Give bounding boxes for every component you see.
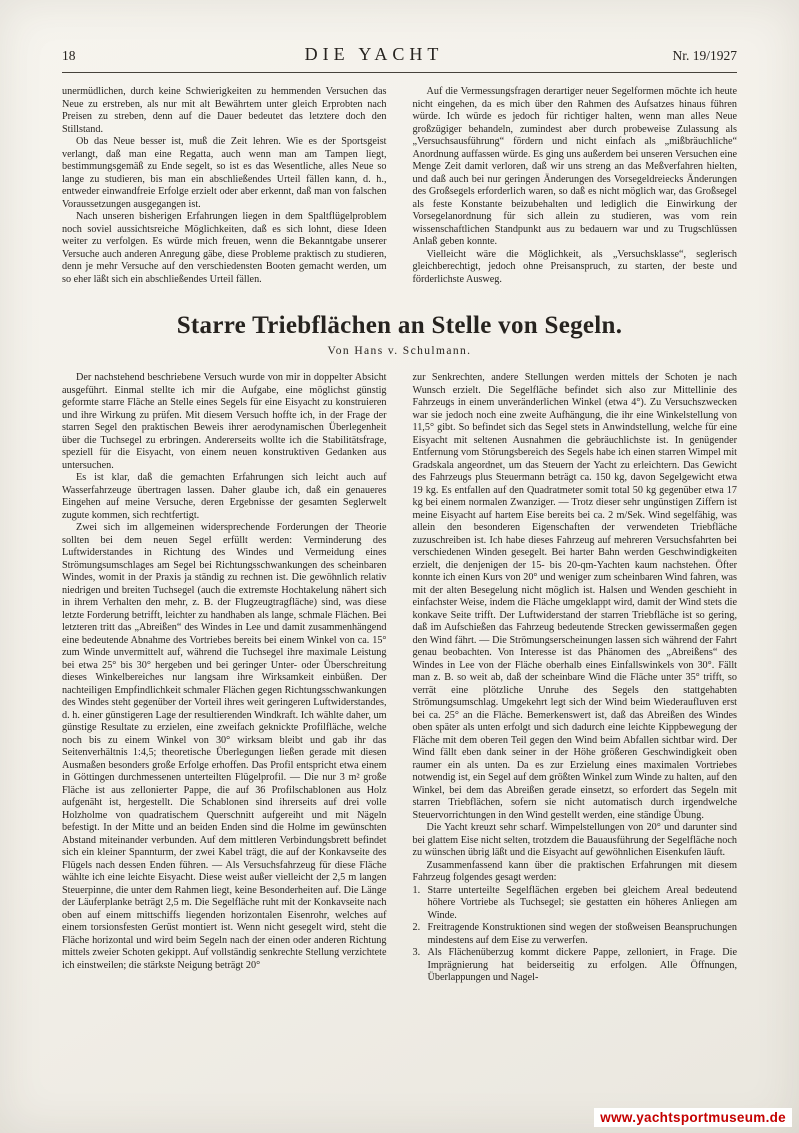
article-byline: Von Hans v. Schulmann. [327, 345, 472, 357]
article-left-column [62, 372, 387, 985]
list-item-text: Freitragende Konstruktionen sind wegen der stoßweisen Beanspruchungen mindestens auf dem Eise zu verwerfen. [427, 922, 737, 946]
list-item-text: Starre unterteilte Segelflächen ergeben bei gleichem Areal bedeutend höhere Vortriebe als Tuchsegel; sie gestatten ein höheres Anliegen am Winde. [427, 884, 737, 921]
intro-right-column [413, 86, 738, 286]
list-item-number: 1. [412, 884, 421, 896]
paragraph: Es ist klar, daß die gemachten Erfahrungen sich leicht auch auf Wasserfahrzeuge übertragen lassen. Daher glaube ich, daß ein genaueres Eingehen auf meine Versuche, deren Ergebnisse der gesamten Seglerwelt zugute kommen, sich rechtfertigt. [62, 472, 387, 521]
paragraph: Nach unseren bisherigen Erfahrungen liegen in dem Spaltflügelproblem noch soviel aussichtsreiche Möglichkeiten, daß es sich lohnt, diese Ideen weiter zu verfolgen. Es würde mich freuen, wenn die Bekanntgabe unserer Versuche auch anderen Anregung gäbe, diese Probleme praktisch zu studieren, denn je mehr Versuche auf den verschiedensten Booten gemacht werden, um so eher läßt sich ein abschließendes Urteil fällen. [62, 211, 387, 285]
paragraph: Vielleicht wäre die Möglichkeit, als „Versuchsklasse“, seglerisch gleichberechtigt, jedoch ohne Preisanspruch, zu starten, der beste und förderlichste Ausweg. [412, 248, 737, 285]
header-rule [62, 72, 737, 73]
list-item-number: 3. [412, 947, 421, 958]
paragraph: Zwei sich im allgemeinen widersprechende Forderungen der Theorie sollten bei dem neuen Segel erfüllt werden: Verminderung des Luftwiderstandes in Richtung des Windes und Vermeidung eines Strömungsumschlages am Segel bei Richtungsschwankungen des scheinbaren Windes, womit in der Praxis ja ständig zu rechnen ist. Die gewöhnlich relativ niedrigen und breiten Tuchsegel (auch die extremste Hochtakelung nähert sich in ihrem Verhalten den mehr, z. B. der Flugzeugtragfläche) sind, was diese letzte Forderung betrifft, leichter zu handhaben als lange, schmale Flächen. Bei letzteren tritt das „Abreißen“ des Windes in Lee und damit zusammenhängend eine bedeutende Abnahme des Vortriebes bereits bei einem Winkel von ca. 15° zum Winde unvermittelt auf, während die Tuchsegel ihre maximale Leistung bei etwa 25° bis 30° hergeben und bei geringer Unter- oder Überschreitung dieses Winkelbereiches nur langsam ihre Wirksamkeit einbüßen. Der nachteiligen Empfindlichkeit schmaler Flächen gegen Richtungsschwankungen des Windes steht gegenüber der Vorteil ihres weit geringeren Luftwiderstandes, d. h. einer günstigeren Lage der resultierenden Windkraft. Ich wählte daher, um günstige Resultate zu erzielen, eine zweifach geknickte Profilfläche, welche noch bis zu einem Winkel von 30° wirksam bleibt und gab ihr das Seitenverhältnis 1:4,5; theoretische Überlegungen ließen gerade mit diesen Ausmaßen besonders große Erfolge erhoffen. Das Profil entspricht etwa einem in Göttingen durchmessenen unterteilten Flügelprofil. — Die nur 3 m² große Fläche ist aus zellonierter Pappe, die auf 36 Profilschablonen aus Holz aufgenäht ist, hergestellt. Die Schablonen sind ihrerseits auf drei volle Holzholme von quadratischem Querschnitt aufgereiht und mit Nägeln befestigt. In der Mitte und an beiden Enden sind die Holme im gewünschten Abstand miteinander verbunden. Auf dem mittleren Verbindungsbrett befindet sich ein kleiner Spannturm, der zwei Kabel trägt, die auf der Konkavseite des Flügels nach dessen Enden führen. — Als Versuchsfahrzeug für diese Fläche wählte ich eine leichte Eisyacht. Diese weist außer vielleicht der 2,5 m langen Steuerpinne, die unter dem Rahmen liegt, keine Besonderheiten auf. Die Länge der Läuferplanke beträgt 2,5 m. Die Segelfläche ruht mit der Konkavseite nach oben auf einem mittschiffs liegenden horizontalen Eisenrohr, welches auf einem torsionsfesten Gerüst montiert ist. Wenn nicht gesegelt wird, steht die Fläche horizontal und wird beim Segeln nach der einen oder anderen Richtung mittels zweier Schoten gekippt. Auf vollständig senkrechte Stellung verzichtete ich einstweilen; die stärkste Neigung beträgt 20° [62, 522, 387, 971]
list-item [413, 947, 738, 985]
article-right-column [413, 372, 738, 985]
article-body [62, 372, 737, 985]
issue-number: Nr. 19/1927 [672, 48, 737, 63]
paragraph: Ob das Neue besser ist, muß die Zeit lehren. Wie es der Sportsgeist verlangt, daß man eine Regatta, auch wenn man am Tampen liegt, bestimmungsgemäß zu Ende segelt, so ist es das Wesentliche, alles Neue so lange zu studieren, bis man ein abschließendes Urteil fällen kann, d. h., entweder einwandfreie Erfolge erzielt oder aber erkennt, daß man von falschen Voraussetzungen ausgegangen ist. [62, 136, 387, 210]
paragraph: Auf die Vermessungsfragen derartiger neuer Segelformen möchte ich heute nicht eingehen, da es mich über den Rahmen des Aufsatzes hinaus führen würde. Ich würde es jedoch für richtiger halten, wenn man alles Neue großzügiger behandeln, zumindest aber durch probeweise Zulassung als „Versuchsausführung“ fördern und nicht einfach als „mißbräuchliche“ Anordnung auffassen würde. Es ging uns außerdem bei unseren Versuchen eine Menge Zeit damit verloren, daß wir uns streng an das Meßverfahren hielten, und daß auch bei nur geringen Änderungen des Vorsegeldreiecks Änderungen des Großsegels erforderlich waren, so daß es nicht möglich war, das Großsegel als feste Konstante beizubehalten und lediglich die Einwirkung der Vorsegelanordnung für sich allein zu studieren, was vom rein wissenschaftlichen Standpunkt aus zu bedauern war und zu Trugschlüssen Anlaß geben konnte. [412, 86, 737, 247]
paragraph: Der nachstehend beschriebene Versuch wurde von mir in doppelter Absicht ausgeführt. Einmal stellte ich mir die Aufgabe, eine möglichst günstig geformte starre Fläche an Stelle eines Segels für eine Eisyacht zu konstruieren und ihre Wirkung zu prüfen. Mit diesem Versuch hoffte ich, in der Frage der starren Segel den praktischen Beweis ihrer aerodynamischen Überlegenheit über die Tuchsegel zu erbringen. Andererseits wollte ich die Stabilitätsfrage, speziell für die Eisyacht, von einem neuen konstruktiven Gedanken aus untersuchen. [62, 372, 387, 471]
list-item [413, 922, 738, 947]
article-title: Starre Triebflächen an Stelle von Segeln. [176, 312, 623, 339]
paragraph: unermüdlichen, durch keine Schwierigkeiten zu hemmenden Versuchen das Neue zu erstreben, als nur mit alt Bewährtem unter gleich Erprobten nach Preisen zu streben, denn auf die Dauer bedeutet das letztere doch den Stillstand. [62, 86, 387, 135]
page-number: 18 [62, 48, 76, 63]
intro-left-column [62, 86, 387, 286]
paragraph: zur Senkrechten, andere Stellungen werden mittels der Schoten je nach Wunsch erzielt. Die Segelfläche befindet sich also zur Mittellinie des Fahrzeugs in einem unveränderlichen Winkel (etwa 4°). Zu Versuchszwecken war sie jedoch noch eine zweite Aufhängung, die ihr eine Winkelstellung von 11,5° gibt. So befindet sich das Segel stets in Anwindstellung, welche für eine Eisyacht mit seltenen Ausnahmen die gebräuchlichste ist. In genügender Entfernung vom Störungsbereich des Segels habe ich einen starren Wimpel mit Gradskala angeordnet, um das Steuern der Yacht zu erleichtern. Das Gewicht des Fahrzeugs plus Steuermann beträgt ca. 150 kg, davon Segelgewicht etwa 19 kg. Es entfallen auf den Quadratmeter somit total 50 kg gegenüber etwa 17 kg bei einem normalen Zwanziger. — Trotz dieser sehr ungünstigen Ziffern ist meine Eisyacht auf hartem Eise bereits bei ca. 2 m/Sek. Wind segelfähig, was allein den besonderen Eigenschaften der verwendeten Triebfläche zuzuschreiben ist. Ich habe dieses Fahrzeug auf mehreren Versuchsfahrten bei verschiedenen Winden gesegelt. Bei harter Bahn werden Geschwindigkeiten erzielt, die denjenigen der 15- bis 20-qm-Yachten kaum nachstehen. Öfter konnte ich einen Kurs von 20° und weniger zum scheinbaren Wind fahren, was mit der alten Besegelung nicht möglich ist. Halsen und Wenden geschieht in einfachster Weise, indem die Fläche umgeklappt wird, damit der Wind stets die konkave Seite trifft. Der Luftwiderstand der starren Triebfläche ist so gering, daß im Aufschießen das Fahrzeug bedeutende Strecken gewissermaßen gegen den Wind fährt. — Die Strömungserscheinungen lassen sich während der Fahrt genau beobachten. Von Interesse ist das Phänomen des „Abreißens“ des Windes in Lee von der Fläche oberhalb eines Einfallswinkels von 30°. Fällt man z. B. so weit ab, daß der scheinbare Wind die Fläche unter 35° trifft, so verrät eine plötzliche Unruhe des Segels den stattgehabten Strömungsumschlag. Umgekehrt legt sich der Wind beim Wiederaufluven erst bei ca. 25° an die Fläche. Bemerkenswert ist, daß das Abreißen des Windes oben später als unten erfolgt und sich dadurch eine leichte Kippbewegung der Fläche mit dem oberen Teil gegen den Wind beim Abfallen sichtbar wird. Der Wind fällt eben dank seiner in der Höhe größeren Geschwindigkeit oben raumer ein als unten. Da es zur Erzielung eines maximalen Vortriebes notwendig ist, ein Segel auf dem größten Winkel zum Winde zu halten, auf den Winkel, bei dem das Abreißen gerade einsetzt, so erfordert das Segeln mit starren Triebflächen, sofern sie nicht automatisch durch irgendwelche Steuervorrichtungen in den Wind gestellt werden, eine ständige Übung. [412, 372, 737, 821]
paragraph: Die Yacht kreuzt sehr scharf. Wimpelstellungen von 20° und darunter sind bei glattem Eise nicht selten, trotzdem die Bauausführung der Segelfläche noch zu wünschen übrig läßt und die Eisyacht auf gewöhnlichen Eisenkufen läuft. [412, 822, 737, 858]
watermark: www.yachtsportmuseum.de [594, 1108, 792, 1127]
page-header [62, 44, 737, 65]
list-item-text: Als Flächenüberzug kommt dickere Pappe, zelloniert, in Frage. Die Imprägnierung hat beiderseitig zu erfolgen. Alle Öffnungen, Überlappungen und Nagel- [427, 947, 737, 983]
list-item-number: 2. [412, 922, 421, 933]
paragraph: Zusammenfassend kann über die praktischen Erfahrungen mit diesem Fahrzeug folgendes gesagt werden: [412, 859, 737, 883]
intro-section [62, 86, 737, 286]
journal-title: DIE YACHT [304, 44, 444, 64]
list-item [413, 885, 738, 923]
